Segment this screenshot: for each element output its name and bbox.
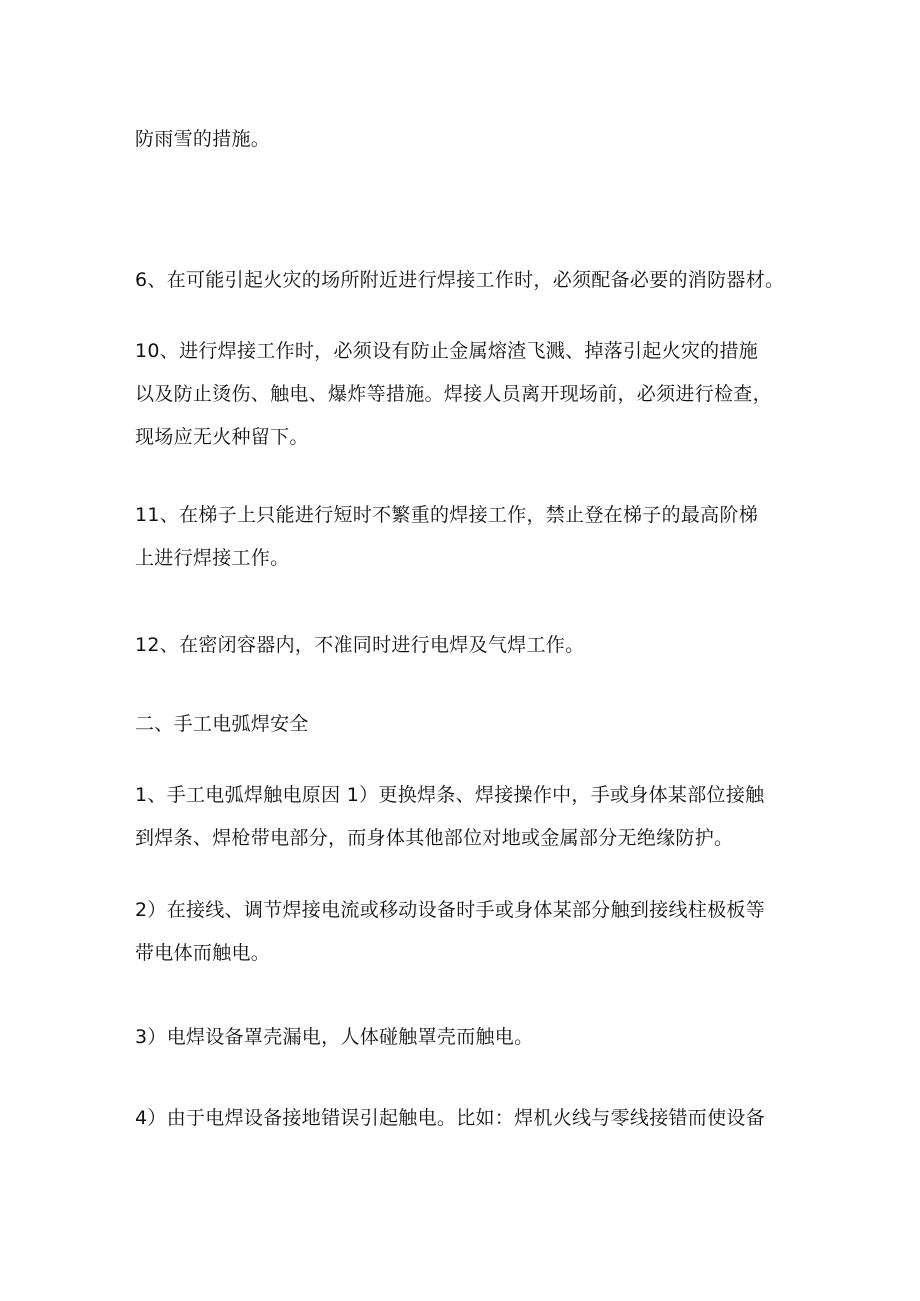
paragraph-shock-cause-4: [135, 1097, 807, 1140]
text-line: 带电体而触电。: [135, 942, 271, 964]
paragraph-shock-cause-2: [135, 889, 807, 975]
text-line: 现场应无火种留下。: [135, 426, 309, 448]
text-line: 11、在梯子上只能进行短时不繁重的焊接工作，禁止登在梯子的最高阶梯: [135, 504, 759, 526]
section-heading-manual-arc-welding: [135, 703, 807, 746]
text-line: 到焊条、焊枪带电部分，而身体其他部位对地或金属部分无绝缘防护。: [135, 827, 734, 849]
text-line: 10、进行焊接工作时，必须设有防止金属熔渣飞溅、掉落引起火灾的措施: [135, 340, 759, 362]
paragraph-rain-snow-measures: [135, 118, 807, 161]
paragraph-shock-cause-3: [135, 1016, 807, 1059]
paragraph-item-6-fire-equipment: [135, 259, 807, 302]
text-line: 4）由于电焊设备接地错误引起触电。比如：焊机火线与零线接错而使设备: [135, 1107, 765, 1129]
paragraph-item-12-closed-container: [135, 624, 807, 667]
text-line: 6、在可能引起火灾的场所附近进行焊接工作时，必须配备必要的消防器材。: [135, 269, 785, 291]
text-line: 3）电焊设备罩壳漏电，人体碰触罩壳而触电。: [135, 1026, 534, 1048]
text-line: 防雨雪的措施。: [135, 128, 271, 150]
text-line: 二、手工电弧焊安全: [135, 713, 309, 735]
text-line: 1、手工电弧焊触电原因 1）更换焊条、焊接操作中，手或身体某部位接触: [135, 784, 765, 806]
text-line: 2）在接线、调节焊接电流或移动设备时手或身体某部分触到接线柱极板等: [135, 899, 765, 921]
text-line: 以及防止烫伤、触电、爆炸等措施。焊接人员离开现场前，必须进行检查，: [135, 383, 772, 405]
text-line: 上进行焊接工作。: [135, 547, 290, 569]
paragraph-item-10-slag-fire-prevention: [135, 330, 807, 459]
text-line: 12、在密闭容器内，不准同时进行电焊及气焊工作。: [135, 634, 585, 656]
paragraph-item-11-ladder-welding: [135, 494, 807, 580]
paragraph-shock-cause-1: [135, 774, 807, 860]
